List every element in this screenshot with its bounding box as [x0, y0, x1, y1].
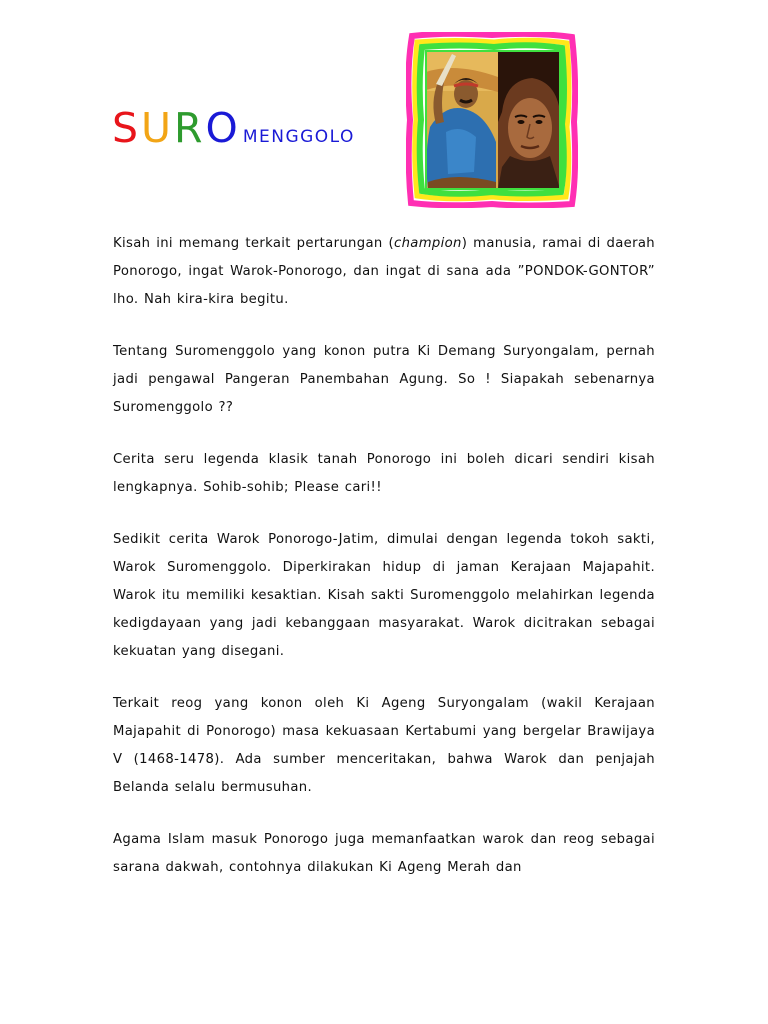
paragraph-3: Cerita seru legenda klasik tanah Ponorogo ini boleh dicari sendiri kisah lengkapnya. Sohib-sohib; Please cari!!	[113, 452, 655, 495]
article-body	[113, 230, 655, 882]
paragraph-1-emphasis: champion	[393, 236, 462, 251]
man-portrait-photo	[498, 51, 560, 189]
paragraph-2: Tentang Suromenggolo yang konon putra Ki Demang Suryongalam, pernah jadi pengawal Pangeran Panembahan Agung. So ! Siapakah sebenarnya Suromenggolo ??	[113, 344, 655, 415]
document-title	[112, 102, 355, 154]
paragraph-4: Sedikit cerita Warok Ponorogo-Jatim, dimulai dengan legenda tokoh sakti, Warok Suromenggolo. Diperkirakan hidup di jaman Kerajaan Majapahit. Warok itu memiliki kesaktian. Kisah sakti Suromenggolo melahirkan legenda kedigdayaan yang jadi kebanggaan masyarakat. Warok dicitrakan sebagai kekuatan yang disegani.	[113, 532, 655, 659]
title-letter-s: S	[112, 104, 142, 152]
paragraph-6: Agama Islam masuk Ponorogo juga memanfaatkan warok dan reog sebagai sarana dakwah, contohnya dilakukan Ki Ageng Merah dan	[113, 832, 655, 875]
title-letter-r: R	[174, 104, 206, 152]
paragraph-5: Terkait reog yang konon oleh Ki Ageng Suryongalam (wakil Kerajaan Majapahit di Ponorogo) masa kekuasaan Kertabumi yang bergelar Brawijaya V (1468-1478). Ada sumber menceritakan, bahwa Warok dan penjajah Belanda selalu bermusuhan.	[113, 696, 655, 795]
title-letter-u: U	[141, 104, 175, 152]
paragraph-1-text-end: ) manusia, ramai di daerah Ponorogo, ingat Warok-Ponorogo, dan ingat di sana ada ”PONDOK-GONTOR” lho. Nah kira-kira begitu.	[113, 236, 655, 307]
paragraph-1-text-start: Kisah ini memang terkait pertarungan (	[113, 236, 394, 251]
warrior-painting	[426, 51, 498, 189]
title-letter-o: O	[205, 104, 241, 152]
title-suffix: MENGGOLO	[242, 127, 355, 147]
warok-photo-collage	[406, 32, 578, 208]
paragraph-1	[113, 230, 655, 314]
